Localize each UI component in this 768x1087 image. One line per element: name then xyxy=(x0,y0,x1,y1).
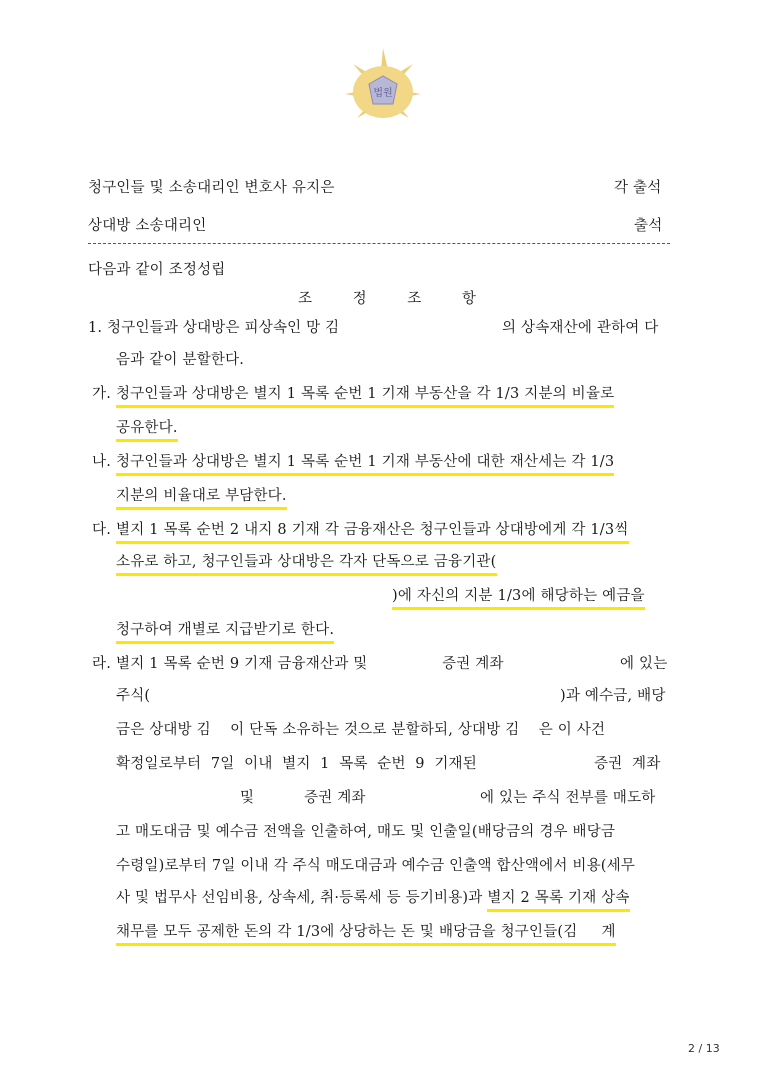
attendance-claimants: 청구인들 및 소송대리인 변호사 유지은 xyxy=(88,180,335,196)
item-ra-line2a: 주식( xyxy=(116,688,151,704)
attendance-respondent-status: 출석 xyxy=(634,218,663,234)
item-na-line1: 청구인들과 상대방은 별지 1 목록 순번 1 기재 부동산에 대한 재산세는 각 1/3 xyxy=(116,454,614,476)
item-ga-line1: 청구인들과 상대방은 별지 1 목록 순번 1 기재 부동산을 각 1/3 지분의 비율로 xyxy=(116,386,614,408)
item-da-line4: 청구하여 개별로 지급받기로 한다. xyxy=(116,622,334,644)
item-ra-line1b: 증권 계좌 xyxy=(442,656,504,672)
item1-text-c: 음과 같이 분할한다. xyxy=(116,352,245,368)
item-ra-line5c: 에 있는 주식 전부를 매도하 xyxy=(480,790,656,806)
seal-text: 법원 xyxy=(373,88,393,99)
item-da-line1: 별지 1 목록 순번 2 내지 8 기재 각 금융재산은 청구인들과 상대방에게 각 1/3씩 xyxy=(116,522,629,544)
attendance-claimants-status: 각 출석 xyxy=(614,180,662,196)
item-ra-line3: 금은 상대방 김 이 단독 소유하는 것으로 분할하되, 상대방 김 은 이 사건 xyxy=(116,722,606,738)
item-ra-line6: 고 매도대금 및 예수금 전액을 인출하여, 매도 및 인출일(배당금의 경우 배당금 xyxy=(116,824,616,840)
item-ra-line1a: 별지 1 목록 순번 9 기재 금융재산과 및 xyxy=(116,656,368,672)
attendance-respondent: 상대방 소송대리인 xyxy=(88,218,207,234)
item-ra-line8a: 사 및 법무사 선임비용, 상속세, 취·등록세 등 등기비용)과 xyxy=(116,890,488,906)
item-na-line2: 지분의 비율대로 부담한다. xyxy=(116,488,287,510)
item-ga-line2: 공유한다. xyxy=(116,420,178,442)
item-ra-line4b: 증권 계좌 xyxy=(594,756,661,772)
item-ra-line4a: 확정일로부터 7일 이내 별지 1 목록 순번 9 기재된 xyxy=(116,756,477,772)
court-seal-emblem xyxy=(341,44,425,128)
item-da-marker: 다. xyxy=(92,522,112,538)
item-ra-line9: 채무를 모두 공제한 돈의 각 1/3에 상당하는 돈 및 배당금을 청구인들(김 계 xyxy=(116,924,616,946)
item1-text-b: 의 상속재산에 관하여 다 xyxy=(502,320,659,336)
intro-text: 다음과 같이 조정성립 xyxy=(88,262,226,278)
page-number: 2 / 13 xyxy=(688,1042,720,1055)
item-ra-marker: 라. xyxy=(92,656,112,672)
item-ra-line5b: 증권 계좌 xyxy=(304,790,366,806)
dashed-divider xyxy=(88,243,670,244)
section-title: 조 정 조 항 xyxy=(298,291,494,307)
item-ra-line7: 수령일)로부터 7일 이내 각 주식 매도대금과 예수금 인출액 합산액에서 비용(세무 xyxy=(116,858,636,874)
item-da-line2: 소유로 하고, 청구인들과 상대방은 각자 단독으로 금융기관( xyxy=(116,554,497,576)
item1-text-a: 1. 청구인들과 상대방은 피상속인 망 김 xyxy=(88,320,340,336)
item-ga-marker: 가. xyxy=(92,386,112,402)
item-da-line3: )에 자신의 지분 1/3에 해당하는 예금을 xyxy=(392,588,645,610)
item-ra-line2b: )과 예수금, 배당 xyxy=(560,688,666,704)
item-ra-line5a: 및 xyxy=(240,790,255,806)
item-ra-line1c: 에 있는 xyxy=(620,656,668,672)
item-ra-line8b: 별지 2 목록 기재 상속 xyxy=(487,890,629,912)
item-na-marker: 나. xyxy=(92,454,112,470)
